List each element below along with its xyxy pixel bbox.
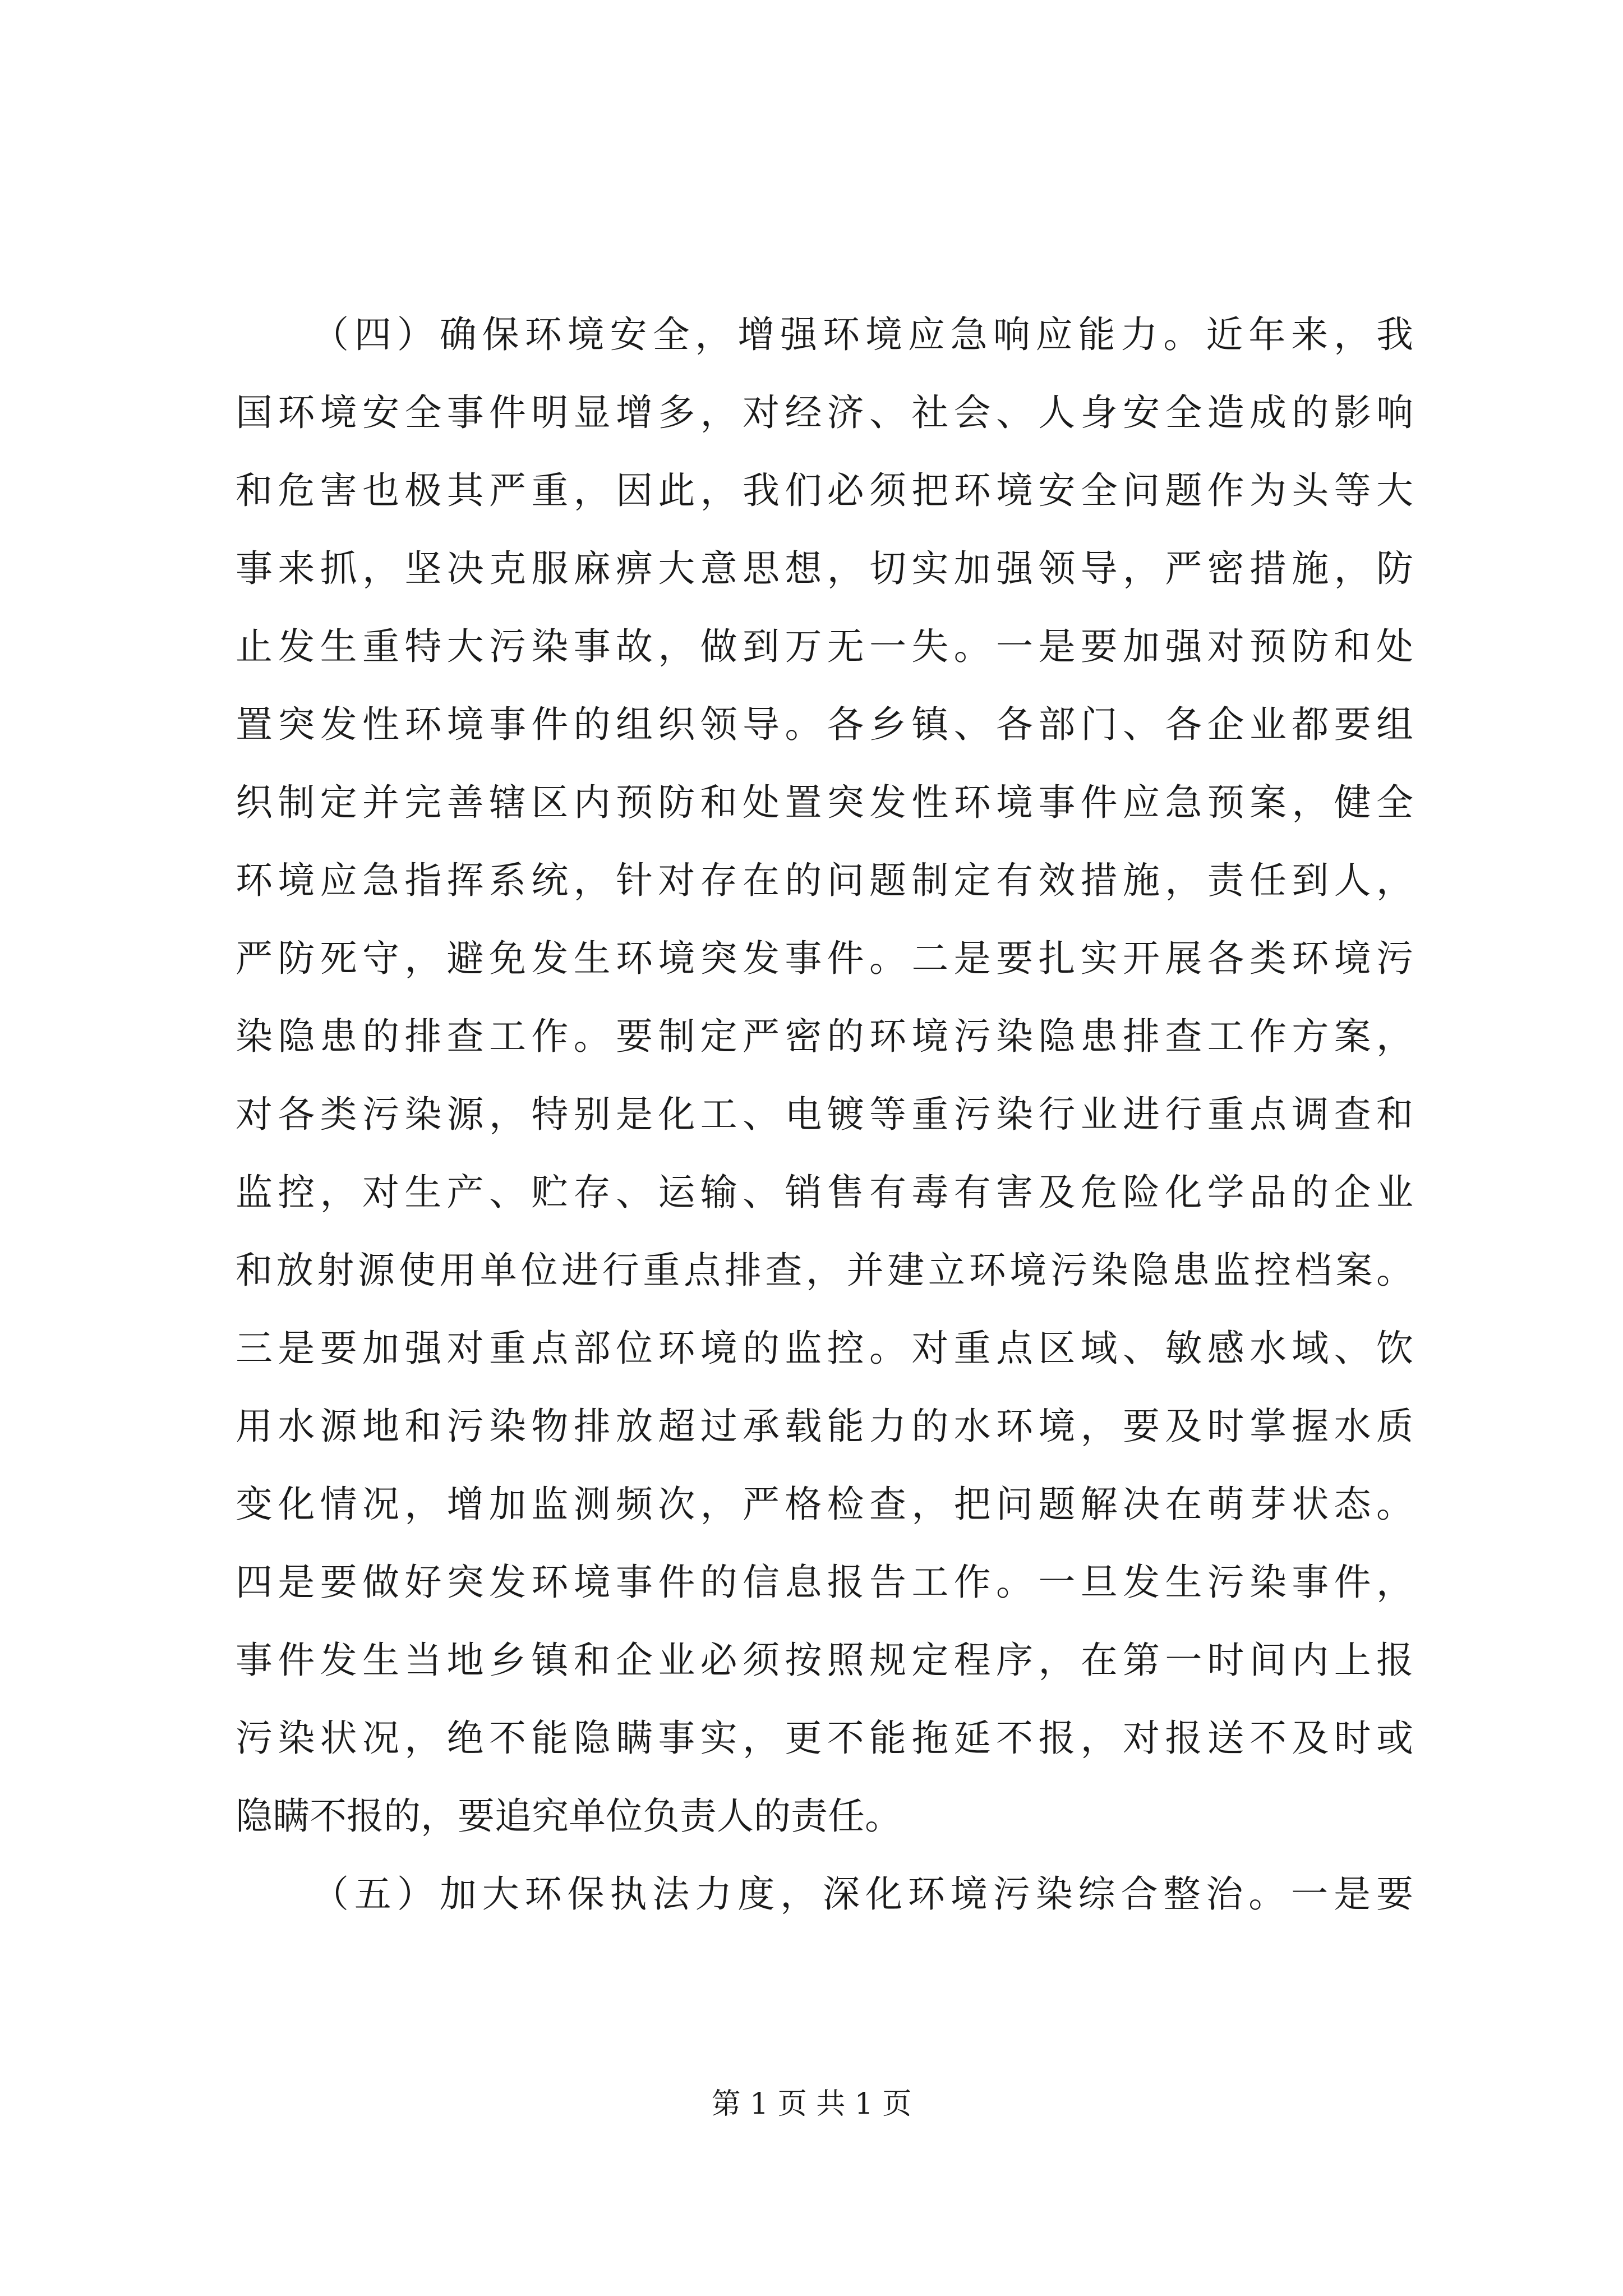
paragraph-5-heading-line: （五）加大环保执法力度，深化环境污染综合整治。一是要 — [312, 1872, 1413, 1916]
text-line: 染隐患的排查工作。要制定严密的环境污染隐患排查工作方案， — [236, 1015, 1413, 1058]
text-line: 事件发生当地乡镇和企业必须按照规定程序，在第一时间内上报 — [236, 1639, 1413, 1682]
text-line-paragraph-end: 隐瞒不报的，要追究单位负责人的责任。 — [236, 1795, 902, 1838]
text-line: 对各类污染源，特别是化工、电镀等重污染行业进行重点调查和 — [236, 1093, 1413, 1136]
text-line: 污染状况，绝不能隐瞒事实，更不能拖延不报，对报送不及时或 — [236, 1717, 1413, 1760]
text-line: 止发生重特大污染事故，做到万无一失。一是要加强对预防和处 — [236, 625, 1413, 668]
text-line: 和放射源使用单位进行重点排查，并建立环境污染隐患监控档案。 — [236, 1249, 1413, 1292]
text-line: 事来抓，坚决克服麻痹大意思想，切实加强领导，严密措施，防 — [236, 547, 1413, 590]
text-line: 置突发性环境事件的组织领导。各乡镇、各部门、各企业都要组 — [236, 703, 1413, 746]
text-line: 四是要做好突发环境事件的信息报告工作。一旦发生污染事件， — [236, 1561, 1413, 1604]
text-line: 环境应急指挥系统，针对存在的问题制定有效措施，责任到人， — [236, 859, 1413, 902]
text-line: 国环境安全事件明显增多，对经济、社会、人身安全造成的影响 — [236, 391, 1413, 434]
page-footer: 第 1 页 共 1 页 — [711, 2087, 912, 2121]
text-line: 三是要加强对重点部位环境的监控。对重点区域、敏感水域、饮 — [236, 1327, 1413, 1370]
text-line: 监控，对生产、贮存、运输、销售有毒有害及危险化学品的企业 — [236, 1171, 1413, 1214]
text-line: 织制定并完善辖区内预防和处置突发性环境事件应急预案，健全 — [236, 781, 1413, 824]
text-line: 和危害也极其严重，因此，我们必须把环境安全问题作为头等大 — [236, 469, 1413, 512]
text-line: 用水源地和污染物排放超过承载能力的水环境，要及时掌握水质 — [236, 1405, 1413, 1448]
text-line: 严防死守，避免发生环境突发事件。二是要扎实开展各类环境污 — [236, 937, 1413, 980]
paragraph-4-heading-line: （四）确保环境安全，增强环境应急响应能力。近年来，我 — [312, 313, 1413, 356]
text-line: 变化情况，增加监测频次，严格检查，把问题解决在萌芽状态。 — [236, 1483, 1413, 1526]
